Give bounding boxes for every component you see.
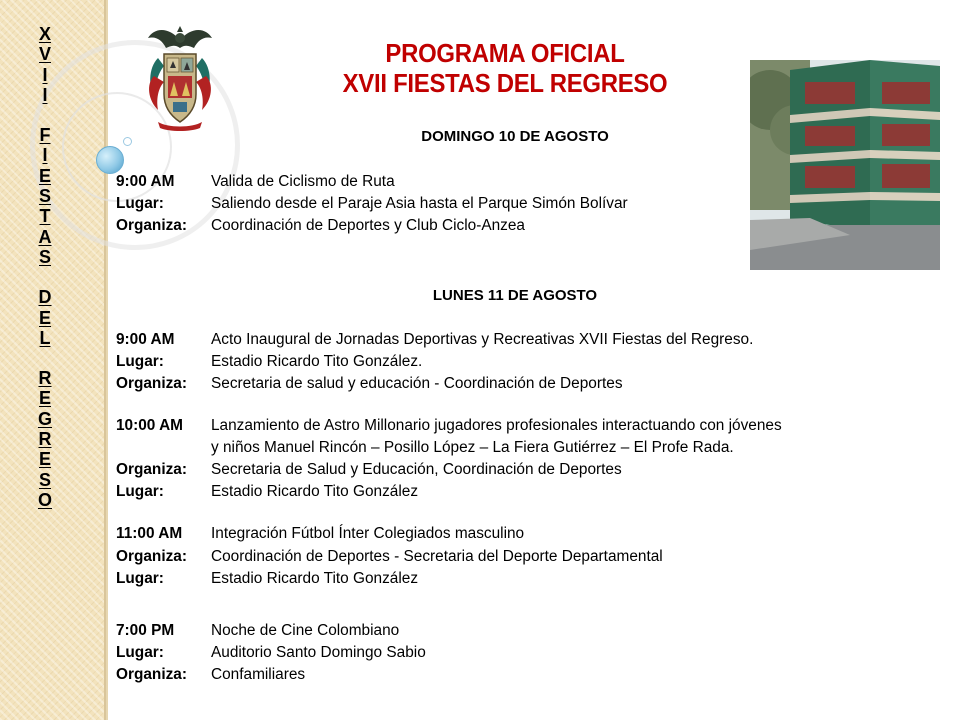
schedule-value: Acto Inaugural de Jornadas Deportivas y Recreativas XVII Fiestas del Regreso. — [211, 331, 754, 348]
coat-of-arms-icon — [144, 18, 216, 134]
vertical-title-gap — [28, 267, 62, 287]
vertical-title-letter: S — [38, 186, 51, 207]
schedule-value: Auditorio Santo Domingo Sabio — [211, 644, 426, 661]
vertical-title-letter: E — [38, 449, 51, 470]
schedule-value: Coordinación de Deportes y Club Ciclo-Anzea — [211, 217, 525, 234]
vertical-title-gap — [28, 105, 62, 125]
schedule-label: 9:00 AM — [116, 173, 175, 190]
schedule-label: Organiza: — [116, 666, 187, 683]
vertical-title-letter: E — [38, 307, 51, 328]
vertical-title-letter: A — [38, 226, 52, 247]
schedule-value: Estadio Ricardo Tito González — [211, 483, 419, 500]
schedule-label: Lugar: — [116, 353, 164, 370]
vertical-title-letter: R — [38, 368, 52, 389]
schedule-label: Organiza: — [116, 217, 187, 234]
decorative-bubble-small — [123, 137, 132, 146]
building-photo — [750, 60, 940, 270]
schedule-label: 7:00 PM — [116, 622, 175, 639]
schedule-label: Organiza: — [116, 548, 187, 565]
schedule-label: 9:00 AM — [116, 331, 175, 348]
vertical-title-letter: V — [38, 44, 51, 65]
schedule-value: Saliendo desde el Paraje Asia hasta el Parque Simón Bolívar — [211, 195, 628, 212]
vertical-title-letter: S — [38, 246, 51, 267]
vertical-title-letter: T — [39, 206, 51, 227]
vertical-title-letter: G — [37, 408, 52, 429]
vertical-title-letter: S — [38, 469, 51, 490]
schedule-label: Lugar: — [116, 195, 164, 212]
vertical-title-letter: F — [39, 125, 51, 146]
vertical-title-letter: E — [38, 165, 51, 186]
day-heading-lunes: LUNES 11 DE AGOSTO — [432, 287, 598, 304]
vertical-title-letter: I — [42, 145, 48, 166]
schedule-label: Organiza: — [116, 375, 187, 392]
vertical-title-gap — [28, 348, 62, 368]
vertical-title — [28, 24, 62, 510]
page-title — [300, 38, 710, 98]
vertical-title-letter: O — [37, 489, 52, 510]
vertical-title-letter: E — [38, 388, 51, 409]
schedule-label: Organiza: — [116, 461, 187, 478]
schedule-value: Secretaria de Salud y Educación, Coordinación de Deportes — [211, 461, 622, 478]
schedule-value: y niños Manuel Rincón – Posillo López – La Fiera Gutiérrez – El Profe Rada. — [211, 439, 734, 456]
day-heading-domingo: DOMINGO 10 DE AGOSTO — [421, 128, 609, 145]
vertical-title-letter: I — [42, 84, 48, 105]
title-line-2: XVII FIESTAS DEL REGRESO — [342, 68, 668, 98]
schedule-label: Lugar: — [116, 644, 164, 661]
vertical-title-letter: D — [38, 287, 52, 308]
schedule-value: Confamiliares — [211, 666, 306, 683]
vertical-title-letter: X — [38, 24, 51, 44]
schedule-label: 11:00 AM — [116, 525, 183, 542]
title-line-1: PROGRAMA OFICIAL — [385, 38, 625, 68]
decorative-bubble-large — [96, 146, 124, 174]
schedule-label: Lugar: — [116, 483, 164, 500]
schedule-value: Integración Fútbol Ínter Colegiados masculino — [211, 525, 525, 542]
vertical-title-letter: R — [38, 429, 52, 450]
schedule-value: Noche de Cine Colombiano — [211, 622, 400, 639]
vertical-title-letter: L — [39, 327, 51, 348]
schedule-value: Estadio Ricardo Tito González — [211, 570, 419, 587]
schedule-label: Lugar: — [116, 570, 164, 587]
schedule-value: Coordinación de Deportes - Secretaria del Deporte Departamental — [211, 548, 663, 565]
schedule-label: 10:00 AM — [116, 417, 184, 434]
schedule-value: Valida de Ciclismo de Ruta — [211, 173, 395, 190]
schedule-value: Estadio Ricardo Tito González. — [211, 353, 423, 370]
schedule-value: Secretaria de salud y educación - Coordinación de Deportes — [211, 375, 623, 392]
schedule-value: Lanzamiento de Astro Millonario jugadores profesionales interactuando con jóvenes — [211, 417, 782, 434]
vertical-title-letter: I — [42, 64, 48, 85]
